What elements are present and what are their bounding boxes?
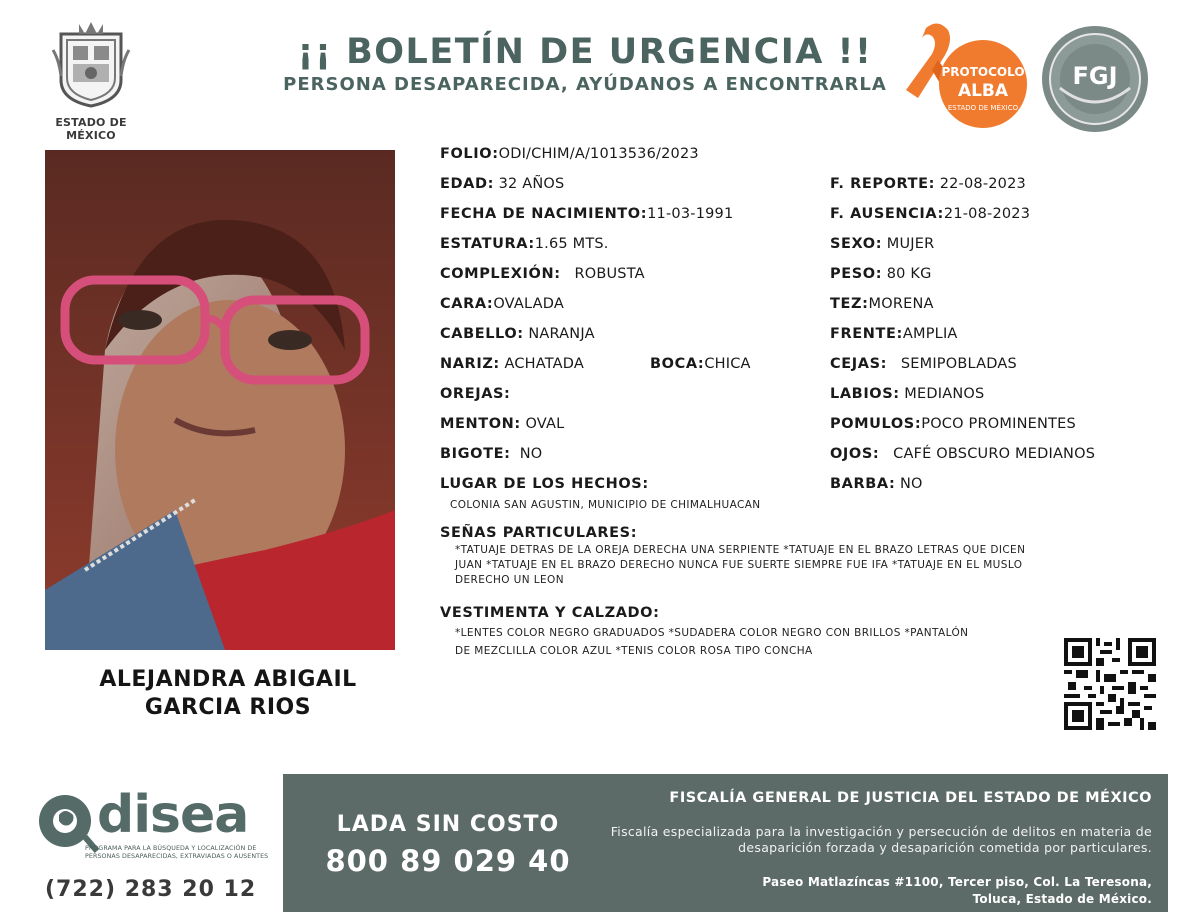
field-value: 22-08-2023 [939,176,1026,192]
field-value: NARANJA [528,326,595,342]
field-ojos [830,444,1095,464]
field-frente [830,324,958,344]
field-value: POCO PROMINENTES [921,416,1076,432]
field-sexo [830,234,934,254]
field-value: 80 KG [886,266,932,282]
field-orejas [440,384,510,404]
field-value: ODI/CHIM/A/1013536/2023 [498,146,699,162]
person-name [45,666,411,722]
field-value: 11-03-1991 [647,206,734,222]
field-lugar-hechos [440,474,649,494]
field-bigote [440,444,542,464]
field-label: POMULOS: [830,416,922,432]
field-value: 32 AÑOS [498,176,565,192]
field-value: MUJER [886,236,935,252]
field-label: PESO: [830,266,883,282]
person-last-names: GARCIA RIOS [144,695,312,720]
field-boca [650,354,751,374]
senas-text [455,543,1025,588]
coat-of-arms-icon [51,20,131,108]
field-value: CHICA [704,356,751,372]
field-label: EDAD: [440,176,494,192]
field-label: FRENTE: [830,326,903,342]
field-value: 1.65 MTS. [534,236,609,252]
field-label: LABIOS: [830,386,900,402]
field-label: TEZ: [830,296,869,312]
field-label: ESTATURA: [440,236,535,252]
fiscalia-title: FISCALÍA GENERAL DE JUSTICIA DEL ESTADO DE MÉXICO [669,790,1152,806]
field-lugar-value: COLONIA SAN AGUSTIN, MUNICIPIO DE CHIMALHUACAN [450,499,761,511]
fgj-text: FGJ [1072,62,1118,90]
odisea-phone[interactable]: (722) 283 20 12 [45,877,257,902]
odisea-wordmark: disea [97,785,249,845]
field-labios [830,384,984,404]
field-barba [830,474,923,494]
field-cara [440,294,564,314]
field-value: NO [519,446,543,462]
fiscalia-description: Fiscalía especializada para la investigación y persecución de delitos en materia de desaparición forzada y desaparición cometida por particulares. [610,824,1152,855]
field-value: 21-08-2023 [943,206,1031,222]
bulletin-header [250,32,920,95]
vestimenta-heading: VESTIMENTA Y CALZADO: [440,605,660,621]
field-value: AMPLIA [902,326,958,342]
senas-line: *TATUAJE DETRAS DE LA OREJA DERECHA UNA SERPIENTE *TATUAJE EN EL BRAZO LETRAS QUE DICEN [455,544,1026,556]
field-label: NARIZ: [440,356,500,372]
field-value: NO [900,476,923,492]
qr-code-icon [1064,638,1156,730]
odisea-logo [35,785,275,910]
field-folio [440,144,699,164]
field-label: CEJAS: [830,356,888,372]
field-peso [830,264,932,284]
vestimenta-text [455,624,968,660]
lada-number[interactable]: 800 89 029 40 [325,844,571,878]
field-value: CAFÉ OBSCURO MEDIANOS [893,446,1096,462]
senas-line: DERECHO UN LEON [455,574,564,586]
field-f-reporte [830,174,1026,194]
field-cejas [830,354,1017,374]
vestimenta-line: *LENTES COLOR NEGRO GRADUADOS *SUDADERA COLOR NEGRO CON BRILLOS *PANTALÓN [455,627,969,639]
bulletin-subtitle: PERSONA DESAPARECIDA, AYÚDANOS A ENCONTRARLA [283,74,887,95]
odisea-description: PROGRAMA PARA LA BÚSQUEDA Y LOCALIZACIÓN DE PERSONAS DESAPARECIDAS, EXTRAVIADAS O AUSENTES [85,845,269,860]
state-label: ESTADO DE MÉXICO [55,116,127,142]
field-f-ausencia [830,204,1030,224]
field-label: OJOS: [830,446,880,462]
field-complexion [440,264,645,284]
field-label: BIGOTE: [440,446,511,462]
senas-heading: SEÑAS PARTICULARES: [440,525,638,541]
field-label: MENTON: [440,416,521,432]
field-value: SEMIPOBLADAS [900,356,1017,372]
field-value: OVAL [525,416,565,432]
person-first-names: ALEJANDRA ABIGAIL [99,667,357,692]
field-label: F. REPORTE: [830,176,936,192]
field-cabello [440,324,595,344]
lada-label: LADA SIN COSTO [336,812,560,837]
field-label: CARA: [440,296,494,312]
field-value: ROBUSTA [574,266,645,282]
field-label: CABELLO: [440,326,524,342]
vestimenta-line: DE MEZCLILLA COLOR AZUL *TENIS COLOR ROSA TIPO CONCHA [455,645,813,657]
field-value: ACHATADA [504,356,585,372]
field-label: F. AUSENCIA: [830,206,944,222]
field-value: MORENA [868,296,934,312]
field-nariz [440,354,584,374]
missing-person-photo [45,150,395,650]
field-label: SEXO: [830,236,883,252]
state-coat-of-arms [30,20,152,142]
qr-code[interactable] [1064,638,1156,730]
field-menton [440,414,564,434]
alba-line2: ALBA [957,81,1009,101]
field-label: OREJAS: [440,386,511,402]
field-label: LUGAR DE LOS HECHOS: [440,476,649,492]
field-value: OVALADA [493,296,564,312]
footer-contact-band [283,774,1168,912]
field-value: MEDIANOS [904,386,985,402]
field-label: FOLIO: [440,146,499,162]
alba-line3: ESTADO DE MÉXICO [947,104,1019,112]
field-label: BOCA: [650,356,705,372]
odisea-map-icon [35,789,99,853]
address-line: Paseo Matlazíncas #1100, Tercer piso, Col. La Teresona, [762,875,1152,889]
field-fecha-nacimiento [440,204,733,224]
field-tez [830,294,934,314]
bulletin-title: ¡¡ BOLETÍN DE URGENCIA !! [297,32,873,72]
fgj-seal [1040,24,1150,134]
fiscalia-address [692,874,1152,908]
alba-line1: PROTOCOLO [941,65,1025,79]
address-line: Toluca, Estado de México. [972,892,1152,906]
field-edad [440,174,564,194]
field-estatura [440,234,609,254]
field-pomulos [830,414,1076,434]
senas-line: JUAN *TATUAJE EN EL BRAZO DERECHO NUNCA FUE SUERTE SIEMPRE FUE IFA *TATUAJE EN EL MUSLO [455,559,1023,571]
protocolo-alba-logo [898,20,1028,132]
field-label: BARBA: [830,476,896,492]
field-label: FECHA DE NACIMIENTO: [440,206,648,222]
field-label: COMPLEXIÓN: [440,266,561,282]
